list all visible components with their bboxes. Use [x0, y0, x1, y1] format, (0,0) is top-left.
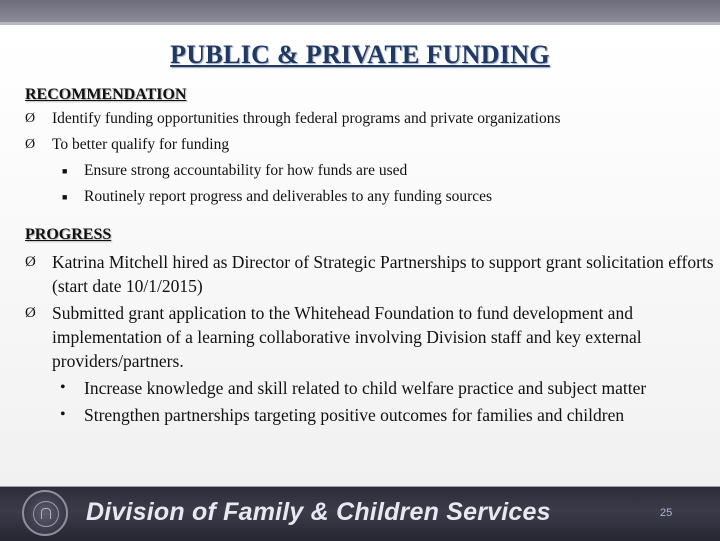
sub-list-item [25, 158, 715, 184]
square-bullet-icon: ■ [62, 192, 68, 202]
list-item [25, 301, 715, 373]
sub-list-item-text: Ensure strong accountability for how funds are used [84, 162, 408, 179]
sub-list-item [25, 376, 715, 400]
top-decorative-bar [0, 0, 720, 22]
recommendation-heading: RECOMMENDATION [25, 86, 187, 103]
sub-list-item [25, 184, 715, 210]
slide-title: PUBLIC & PRIVATE FUNDING [170, 40, 550, 69]
list-item [25, 132, 715, 158]
dot-bullet-icon: • [60, 406, 66, 423]
sub-list-item-text: Increase knowledge and skill related to child welfare practice and subject matter [84, 378, 647, 398]
page-number: 25 [660, 507, 673, 519]
slide-content [25, 84, 715, 430]
list-item-text: To better qualify for funding [52, 136, 230, 153]
list-item-text: Submitted grant application to the Whitehead Foundation to fund development and implementation of a learning collaborative involving Division staff and key external providers/partners. [52, 303, 642, 371]
list-item-text: Katrina Mitchell hired as Director of Strategic Partnerships to support grant solicitation efforts (start date 10/1/2015) [52, 252, 714, 296]
arrow-bullet-icon: Ø [25, 254, 36, 270]
state-seal-icon [22, 490, 68, 536]
list-item [25, 250, 715, 298]
dot-bullet-icon: • [60, 379, 66, 396]
organization-name: Division of Family & Children Services [86, 498, 551, 526]
arrow-bullet-icon: Ø [25, 137, 36, 152]
sub-list-item-text: Routinely report progress and deliverables to any funding sources [84, 188, 493, 205]
list-item [25, 106, 715, 132]
sub-list-item-text: Strengthen partnerships targeting positive outcomes for families and children [84, 405, 625, 425]
top-bar-divider [0, 22, 720, 25]
arrow-bullet-icon: Ø [25, 305, 36, 321]
footer-banner [0, 486, 720, 541]
progress-heading: PROGRESS [25, 226, 112, 243]
arrow-bullet-icon: Ø [25, 111, 36, 126]
square-bullet-icon: ■ [62, 166, 68, 176]
sub-list-item [25, 403, 715, 427]
list-item-text: Identify funding opportunities through federal programs and private organizations [52, 110, 561, 127]
